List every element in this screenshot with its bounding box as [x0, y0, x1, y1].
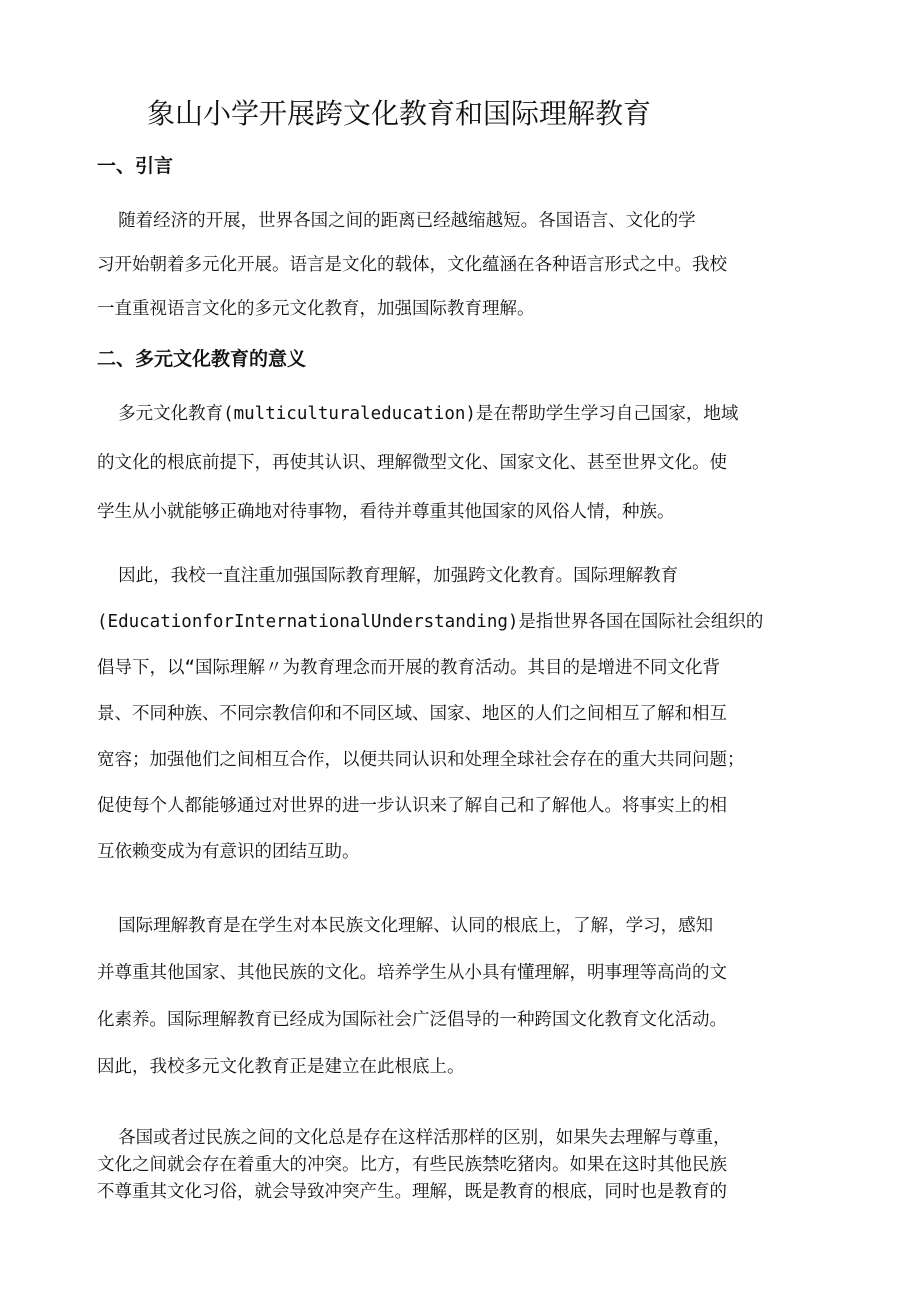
paragraph-line: 促使每个人都能够通过对世界的进一步认识来了解自己和了解他人。将事实上的相	[97, 796, 727, 816]
paragraph-line: (EducationforInternationalUnderstanding)是指世界各国在国际社会组织的	[97, 612, 764, 632]
paragraph-line: 倡导下，以“国际理解〃为教育理念而开展的教育活动。其目的是增进不同文化背	[97, 658, 721, 678]
paragraph-line: 多元文化教育(multiculturaleducation)是在帮助学生学习自己国家，地域	[97, 404, 739, 424]
paragraph-introduction	[97, 199, 825, 331]
paragraph-line: 文化之间就会存在着重大的冲突。比方，有些民族禁吃猪肉。如果在这时其他民族	[97, 1155, 727, 1175]
section-heading-significance: 二、多元文化教育的意义	[97, 348, 307, 370]
section-heading-introduction: 一、引言	[97, 155, 174, 177]
paragraph-multicultural-definition	[97, 390, 825, 537]
paragraph-international-education-basis	[97, 903, 825, 1091]
paragraph-line: 因此，我校多元文化教育正是建立在此根底上。	[97, 1057, 465, 1077]
paragraph-line: 习开始朝着多元化开展。语言是文化的载体，文化蕴涵在各种语言形式之中。我校	[97, 255, 727, 275]
paragraph-line: 化素养。国际理解教育已经成为国际社会广泛倡导的一种跨国文化教育文化活动。	[97, 1010, 727, 1030]
paragraph-line: 随着经济的开展，世界各国之间的距离已经越缩越短。各国语言、文化的学	[97, 211, 696, 231]
paragraph-line: 国际理解教育是在学生对本民族文化理解、认同的根底上，了解，学习，感知	[97, 916, 714, 936]
paragraph-line: 因此，我校一直注重加强国际教育理解，加强跨文化教育。国际理解教育	[97, 566, 679, 586]
paragraph-line: 并尊重其他国家、其他民族的文化。培养学生从小具有懂理解，明事理等高尚的文	[97, 963, 727, 983]
paragraph-line: 不尊重其文化习俗，就会导致冲突产生。理解，既是教育的根底，同时也是教育的	[97, 1182, 727, 1202]
document-title: 象山小学开展跨文化教育和国际理解教育	[147, 97, 652, 130]
paragraph-line: 各国或者过民族之间的文化总是存在这样活那样的区别，如果失去理解与尊重，	[97, 1128, 731, 1148]
paragraph-international-understanding	[97, 553, 825, 875]
paragraph-line: 一直重视语言文化的多元文化教育，加强国际教育理解。	[97, 299, 535, 319]
paragraph-line: 宽容；加强他们之间相互合作，以便共同认识和处理全球社会存在的重大共同问题；	[97, 750, 745, 770]
paragraph-line: 互依赖变成为有意识的团结互助。	[97, 842, 360, 862]
paragraph-cultural-differences	[97, 1125, 825, 1206]
paragraph-line: 的文化的根底前提下，再使其认识、理解微型文化、国家文化、甚至世界文化。使	[97, 453, 727, 473]
paragraph-line: 景、不同种族、不同宗教信仰和不同区域、国家、地区的人们之间相互了解和相互	[97, 704, 727, 724]
paragraph-line: 学生从小就能够正确地对待事物，看待并尊重其他国家的风俗人情，种族。	[97, 502, 675, 522]
